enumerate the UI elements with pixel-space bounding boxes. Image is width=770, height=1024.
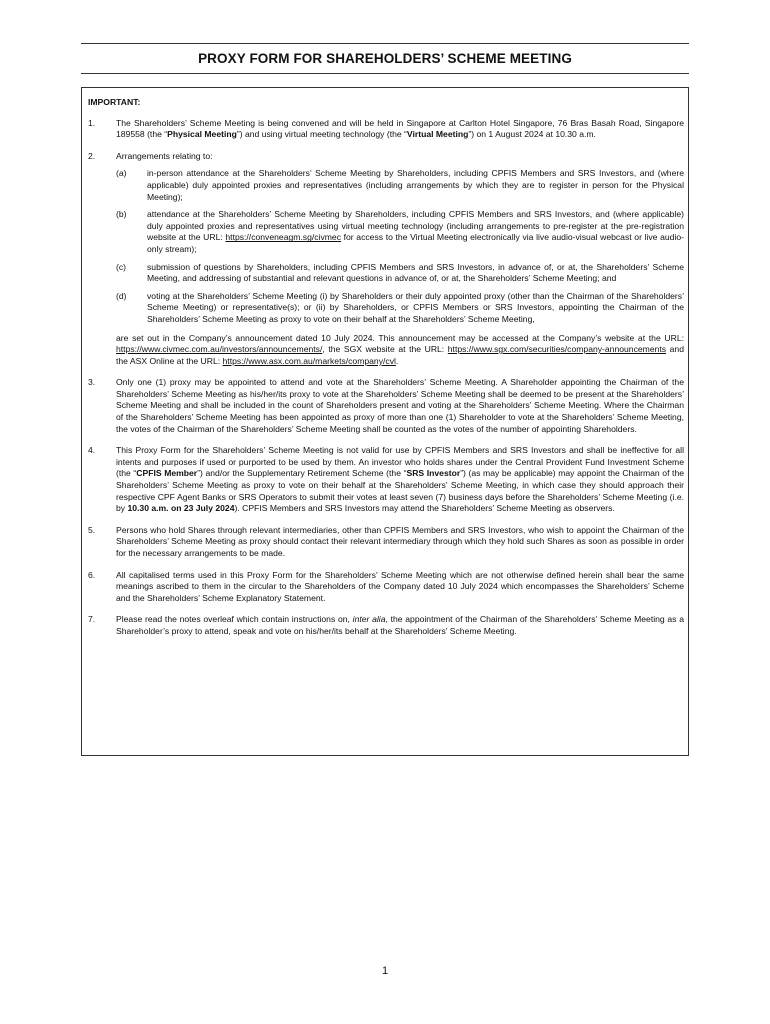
item-number: 4. — [88, 445, 96, 456]
text-run: ”) and/or the Supplementary Retirement Scheme (the “ — [197, 468, 407, 479]
text-run: attendance at the Shareholders’ Scheme Meeting by Shareholders, including CPFIS Members and SRS Investors, and (where applicable) duly appointed proxies and representatives using virtual meeting technology (including arrangements to pre-register at the pre-registration website at the URL: — [147, 209, 684, 243]
item-tail — [116, 333, 684, 368]
title-bottom-rule — [81, 73, 689, 74]
list-item — [88, 118, 684, 141]
defined-term: CPFIS Member — [136, 468, 198, 479]
item-text — [116, 151, 684, 368]
company-website-link[interactable]: https://www.civmec.com.au/investors/announcements/ — [116, 344, 323, 355]
text-run: . — [395, 355, 399, 366]
text-run: This Proxy Form for the Shareholders’ Scheme Meeting is not valid for use by CPFIS Members and SRS Investors and shall be ineffective for all intents and purposes if used or purported to be used by them. An investor who holds shares under the Central Provident Fund Investment Scheme (the “ — [116, 445, 684, 479]
text-run: ”) on 1 August 2024 at 10.30 a.m. — [468, 129, 596, 140]
sub-item — [116, 209, 684, 255]
list-item — [88, 614, 684, 637]
item-number: 2. — [88, 150, 96, 161]
sub-item-number: (d) — [116, 290, 127, 301]
text-run: , the appointment of the Chairman of the Shareholders’ Scheme Meeting as a Shareholder’s proxy to attend, speak and vote on his/her/its behalf at the Shareholders’ Scheme Meeting. — [116, 614, 684, 636]
sub-item-number: (c) — [116, 261, 127, 272]
item-text — [116, 445, 684, 515]
text-run: ). CPFIS Members and SRS Investors may attend the Shareholders’ Scheme Meeting as observers. — [234, 503, 615, 514]
item-number: 3. — [88, 377, 96, 388]
item-number: 7. — [88, 614, 96, 625]
italic-term: inter alia — [352, 614, 386, 625]
page-title: PROXY FORM FOR SHAREHOLDERS’ SCHEME MEETING — [198, 51, 572, 66]
text-run: , the SGX website at the URL: — [322, 344, 448, 355]
list-item — [88, 445, 684, 515]
item-number: 6. — [88, 569, 96, 580]
sub-item-number: (b) — [116, 209, 127, 220]
text-run: Please read the notes overleaf which contain instructions on, — [116, 614, 353, 625]
sub-item-text: submission of questions by Shareholders, including CPFIS Members and SRS Investors, in advance of, or at, the Shareholders’ Scheme Meeting, and addressing of substantial and relevant questions in advance of, or at, the Shareholders’ Scheme Meeting; and — [147, 261, 684, 284]
text-run: are set out in the Company’s announcement dated 10 July 2024. This announcement may be accessed at the Company’s website at the URL: — [116, 332, 684, 343]
sub-item — [116, 262, 684, 285]
item-intro: Arrangements relating to: — [116, 150, 213, 161]
item-text: Persons who hold Shares through relevant intermediaries, other than CPFIS Members and SRS Investors, who wish to appoint the Chairman of the Shareholders’ Scheme Meeting as proxy should contact their relevant intermediary through which they hold such Shares as soon as possible in order for the necessary arrangements to be made. — [116, 524, 684, 558]
asx-online-link[interactable]: https://www.asx.com.au/markets/company/cvl — [222, 355, 396, 366]
sub-item — [116, 168, 684, 203]
page-number: 1 — [381, 965, 389, 977]
defined-term: Virtual Meeting — [406, 129, 469, 140]
item-text: All capitalised terms used in this Proxy Form for the Shareholders’ Scheme Meeting which are not otherwise defined herein shall bear the same meanings ascribed to them in the circular to the Shareholders of the Company dated 10 July 2024 which encompasses the Shareholders’ Scheme and the Shareholders’ Scheme Explanatory Statement. — [116, 569, 684, 603]
item-text — [116, 118, 684, 141]
sub-item-text: voting at the Shareholders’ Scheme Meeting (i) by Shareholders or their duly appointed proxy (other than the Chairman of the Shareholders’ Scheme Meeting) or representative(s); or (ii) by Shareholders, or CPFIS Members or SRS Investors, appointing the Chairman of the Shareholders’ Scheme Meeting as proxy to vote on their behalf at the Shareholders’ Scheme Meeting, — [147, 290, 684, 324]
item-number: 5. — [88, 524, 96, 535]
title-top-rule — [81, 43, 689, 44]
preregistration-link[interactable]: https://conveneagm.sg/civmec — [225, 232, 341, 243]
text-run: and the ASX Online at the URL: — [116, 344, 684, 366]
sub-item-text: in-person attendance at the Shareholders’ Scheme Meeting by Shareholders, including CPFIS Members and SRS Investors, and (where applicable) duly appointed proxies and representatives (including arrangements by which they are to register in person for the Physical Meeting); — [147, 168, 684, 202]
list-item — [88, 377, 684, 435]
text-run: The Shareholders’ Scheme Meeting is being convened and will be held in Singapore at Carlton Hotel Singapore, 76 Bras Basah Road, Singapore 189558 (the “ — [116, 117, 684, 140]
text-run: ”) and using virtual meeting technology (the “ — [236, 129, 407, 140]
important-content — [88, 97, 684, 648]
sgx-website-link[interactable]: https://www.sgx.com/securities/company-announcements — [447, 344, 667, 355]
list-item — [88, 525, 684, 560]
list-item — [88, 151, 684, 368]
item-text: Only one (1) proxy may be appointed to attend and vote at the Shareholders’ Scheme Meeting. A Shareholder appointing the Chairman of the Shareholders’ Scheme Meeting as his/her/its proxy to vote at the Shareholders’ Scheme Meeting shall be deemed to be present at the Shareholders’ Scheme Meeting and shall be included in the count of Shareholders present and voting at the Shareholders’ Scheme Meeting. Where the Chairman of the Shareholders’ Scheme Meeting has been appointed as proxy of more than one (1) Shareholder to vote at the Shareholders’ Scheme Meeting, the votes of the Chairman of the Shareholders’ Scheme Meeting shall be counted as the votes of the number of appointing Shareholders. — [116, 377, 684, 434]
sub-item-text — [147, 209, 684, 255]
deadline-text: 10.30 a.m. on 23 July 2024 — [127, 503, 235, 514]
sub-item — [116, 291, 684, 326]
text-run: ”) (as may be applicable) may appoint the Chairman of the Shareholders’ Scheme Meeting as proxy to vote on their behalf at the Shareholders’ Scheme Meeting, in which case they should approach their respective CPF Agent Banks or SRS Operators to submit their votes at least seven (7) business days before the Shareholders’ Scheme Meeting (i.e. by — [116, 468, 685, 514]
sub-item-number: (a) — [116, 168, 127, 179]
list-item — [88, 570, 684, 605]
item-number: 1. — [88, 117, 96, 128]
important-heading: IMPORTANT: — [88, 97, 141, 107]
defined-term: Physical Meeting — [167, 129, 237, 140]
defined-term: SRS Investor — [406, 468, 461, 479]
item-text — [116, 614, 684, 637]
text-run: for access to the Virtual Meeting electronically via live audio-visual webcast or live audio-only stream); — [147, 232, 684, 254]
